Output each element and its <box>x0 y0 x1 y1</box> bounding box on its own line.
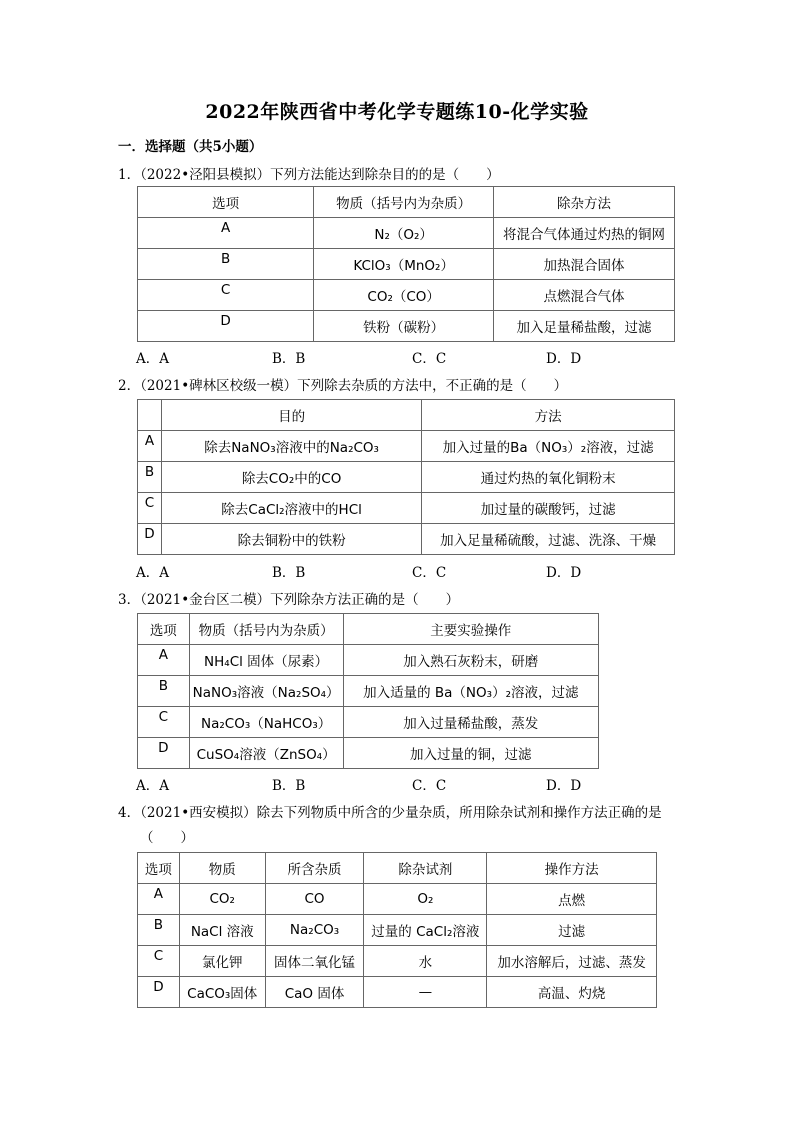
answer-option-b[interactable]: B．B <box>272 778 306 794</box>
question-4-table <box>137 852 657 1008</box>
table-row <box>138 738 599 769</box>
table-cell: NH₄Cl 固体（尿素） <box>189 645 343 676</box>
table-row <box>138 676 599 707</box>
answer-option-b[interactable]: B．B <box>272 565 306 581</box>
table-row <box>138 915 657 946</box>
header-cell: 除杂试剂 <box>364 853 487 884</box>
option-label-cell: C <box>138 280 314 311</box>
header-cell: 选项 <box>138 614 190 645</box>
table-header-row <box>138 187 675 218</box>
header-cell: 选项 <box>138 187 314 218</box>
table-cell: 铁粉（碳粉） <box>314 311 494 342</box>
table-header-row <box>138 400 675 431</box>
table-cell: 加热混合固体 <box>494 249 675 280</box>
header-cell: 主要实验操作 <box>343 614 598 645</box>
option-label-cell: D <box>138 311 314 342</box>
option-label-cell: D <box>138 977 180 1008</box>
table-cell: 过量的 CaCl₂溶液 <box>364 915 487 946</box>
table-row <box>138 884 657 915</box>
table-row <box>138 645 599 676</box>
table-cell: NaCl 溶液 <box>179 915 265 946</box>
table-cell: 通过灼热的氧化铜粉末 <box>422 462 675 493</box>
table-cell: CuSO₄溶液（ZnSO₄） <box>189 738 343 769</box>
table-row <box>138 493 675 524</box>
answer-option-a[interactable]: A．A <box>136 778 169 794</box>
table-cell: 加水溶解后，过滤、蒸发 <box>487 946 657 977</box>
table-row <box>138 524 675 555</box>
option-label-cell: A <box>138 884 180 915</box>
option-label-cell: D <box>138 738 190 769</box>
answer-option-c[interactable]: C．C <box>412 351 447 367</box>
header-cell: 物质（括号内为杂质） <box>314 187 494 218</box>
section-heading: 一．选择题（共5小题） <box>118 139 263 155</box>
table-cell: 氯化钾 <box>179 946 265 977</box>
table-row <box>138 462 675 493</box>
option-label-cell: A <box>138 218 314 249</box>
table-cell: O₂ <box>364 884 487 915</box>
answer-option-d[interactable]: D．D <box>546 778 582 794</box>
table-cell: 除去CO₂中的CO <box>161 462 421 493</box>
option-label-cell: B <box>138 915 180 946</box>
answer-option-a[interactable]: A．A <box>136 565 169 581</box>
answer-option-d[interactable]: D．D <box>546 565 582 581</box>
question-2-stem: 2．（2021•碑林区校级一模）下列除去杂质的方法中，不正确的是（ ） <box>118 378 568 394</box>
table-cell: 水 <box>364 946 487 977</box>
table-cell: CaO 固体 <box>265 977 364 1008</box>
table-cell: 除去CaCl₂溶液中的HCl <box>161 493 421 524</box>
header-cell: 物质 <box>179 853 265 884</box>
page-title: 2022年陕西省中考化学专题练10-化学实验 <box>205 101 589 123</box>
table-row <box>138 946 657 977</box>
header-cell: 物质（括号内为杂质） <box>189 614 343 645</box>
option-label-cell: B <box>138 676 190 707</box>
option-label-cell: A <box>138 645 190 676</box>
table-cell: 加入过量的Ba（NO₃）₂溶液，过滤 <box>422 431 675 462</box>
table-cell: CO₂ <box>179 884 265 915</box>
table-cell: 加入过量稀盐酸，蒸发 <box>343 707 598 738</box>
option-label-cell: D <box>138 524 162 555</box>
option-label-cell: B <box>138 462 162 493</box>
table-row <box>138 707 599 738</box>
option-label-cell: A <box>138 431 162 462</box>
question-1-table <box>137 186 675 342</box>
table-cell: Na₂CO₃（NaHCO₃） <box>189 707 343 738</box>
option-label-cell: C <box>138 493 162 524</box>
table-cell: CO₂（CO） <box>314 280 494 311</box>
option-label-cell: B <box>138 249 314 280</box>
question-3-stem: 3．（2021•金台区二模）下列除杂方法正确的是（ ） <box>118 592 460 608</box>
header-cell: 方法 <box>422 400 675 431</box>
table-cell: 点燃混合气体 <box>494 280 675 311</box>
option-label-cell: C <box>138 946 180 977</box>
table-row <box>138 280 675 311</box>
table-cell: 固体二氧化锰 <box>265 946 364 977</box>
table-cell: 加入适量的 Ba（NO₃）₂溶液，过滤 <box>343 676 598 707</box>
table-cell: 过滤 <box>487 915 657 946</box>
table-header-row <box>138 614 599 645</box>
table-cell: 加入过量的铜，过滤 <box>343 738 598 769</box>
table-cell: 将混合气体通过灼热的铜网 <box>494 218 675 249</box>
table-cell: N₂（O₂） <box>314 218 494 249</box>
question-3-table <box>137 613 599 769</box>
table-cell: — <box>364 977 487 1008</box>
question-4-stem: 4．（2021•西安模拟）除去下列物质中所含的少量杂质，所用除杂试剂和操作方法正确的是 <box>118 805 662 821</box>
table-row <box>138 977 657 1008</box>
answer-option-a[interactable]: A．A <box>136 351 169 367</box>
table-row <box>138 431 675 462</box>
table-cell: 除去NaNO₃溶液中的Na₂CO₃ <box>161 431 421 462</box>
table-row <box>138 218 675 249</box>
table-cell: 加入熟石灰粉末，研磨 <box>343 645 598 676</box>
table-cell: 除去铜粉中的铁粉 <box>161 524 421 555</box>
header-cell: 所含杂质 <box>265 853 364 884</box>
table-cell: Na₂CO₃ <box>265 915 364 946</box>
table-cell: 加入足量稀盐酸，过滤 <box>494 311 675 342</box>
header-cell: 目的 <box>161 400 421 431</box>
header-cell <box>138 400 162 431</box>
table-cell: NaNO₃溶液（Na₂SO₄） <box>189 676 343 707</box>
table-header-row <box>138 853 657 884</box>
table-cell: CO <box>265 884 364 915</box>
table-cell: 加入足量稀硫酸，过滤、洗涤、干燥 <box>422 524 675 555</box>
answer-option-c[interactable]: C．C <box>412 565 447 581</box>
answer-option-c[interactable]: C．C <box>412 778 447 794</box>
answer-option-d[interactable]: D．D <box>546 351 582 367</box>
header-cell: 操作方法 <box>487 853 657 884</box>
header-cell: 除杂方法 <box>494 187 675 218</box>
table-cell: 高温、灼烧 <box>487 977 657 1008</box>
question-4-stem-continued: （ ） <box>140 830 194 846</box>
table-cell: 点燃 <box>487 884 657 915</box>
table-row <box>138 249 675 280</box>
answer-option-b[interactable]: B．B <box>272 351 306 367</box>
question-1-stem: 1．（2022•泾阳县模拟）下列方法能达到除杂目的的是（ ） <box>118 167 500 183</box>
option-label-cell: C <box>138 707 190 738</box>
header-cell: 选项 <box>138 853 180 884</box>
question-2-table <box>137 399 675 555</box>
table-cell: KClO₃（MnO₂） <box>314 249 494 280</box>
table-cell: CaCO₃固体 <box>179 977 265 1008</box>
table-cell: 加过量的碳酸钙，过滤 <box>422 493 675 524</box>
table-row <box>138 311 675 342</box>
